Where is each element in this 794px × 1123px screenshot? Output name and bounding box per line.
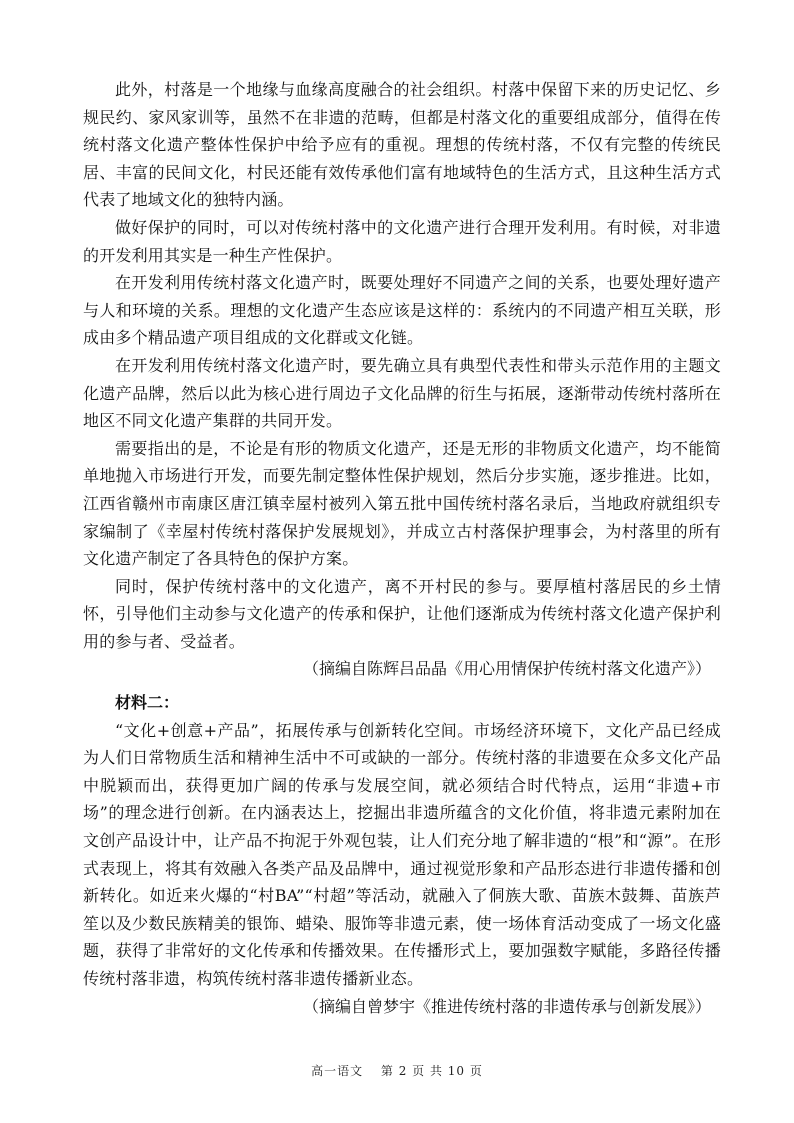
source-citation-1: （摘编自陈辉吕品晶《用心用情保护传统村落文化遗产》） bbox=[302, 659, 711, 679]
paragraph-village-social-organization: 此外，村落是一个地缘与血缘高度融合的社会组织。村落中保留下来的历史记忆、乡规民约、家风家训等，虽然不在非遗的范畴，但都是村落文化的重要组成部分，值得在传统村落文化遗产整体性保护中给予应有的重视。理想的传统村落，不仅有完整的传统民居、丰富的民间文化，村民还能有效传承他们富有地域特色的生活方式，且这种生活方式代表了地域文化的独特内涵。 bbox=[83, 80, 721, 210]
paragraph-theme-brand: 在开发利用传统村落文化遗产时，要先确立具有典型代表性和带头示范作用的主题文化遗产品牌，然后以此为核心进行周边子文化品牌的衍生与拓展，逐渐带动传统村落所在地区不同文化遗产集群的共同开发。 bbox=[83, 355, 721, 431]
paragraph-villager-participation: 同时，保护传统村落中的文化遗产，离不开村民的参与。要厚植村落居民的乡土情怀，引导他们主动参与文化遗产的传承和保护，让他们逐渐成为传统村落文化遗产保护利用的参与者、受益者。 bbox=[83, 576, 721, 651]
document-body bbox=[83, 76, 721, 1020]
paragraph-culture-creativity-product: “文化+创意+产品”，拓展传承与创新转化空间。市场经济环境下，文化产品已经成为人们日常物质生活和精神生活中不可或缺的一部分。传统村落的非遗要在众多文化产品中脱颖而出，获得更加广阔的传承与发展空间，就必须结合时代特点，运用“非遗+市场”的理念进行创新。在内涵表达上，挖掘出非遗所蕴含的文化价值，将非遗元素附加在文创产品设计中，让产品不拘泥于外观包装，让人们充分地了解非遗的“根”和“源”。在形式表现上，将其有效融入各类产品及品牌中，通过视觉形象和产品形态进行非遗传播和创新转化。如近来火爆的“村BA”“村超”等活动，就融入了侗族大歌、苗族木鼓舞、苗族芦笙以及少数民族精美的银饰、蜡染、服饰等非遗元素，使一场体育活动变成了一场文化盛题，获得了非常好的文化传承和传播效果。在传播形式上，要加强数字赋能，多路径传播传统村落非遗，构筑传统村落非遗传播新业态。 bbox=[83, 720, 721, 988]
paragraph-protection-and-use: 做好保护的同时，可以对传统村落中的文化遗产进行合理开发利用。有时候，对非遗的开发利用其实是一种生产性保护。 bbox=[83, 217, 721, 265]
paragraph-heritage-relationships: 在开发利用传统村落文化遗产时，既要处理好不同遗产之间的关系，也要处理好遗产与人和环境的关系。理想的文化遗产生态应该是这样的：系统内的不同遗产相互关联，形成由多个精品遗产项目组成的文化群或文化链。 bbox=[83, 273, 721, 348]
material-2-heading: 材料二： bbox=[115, 693, 180, 713]
paragraph-overall-planning: 需要指出的是，不论是有形的物质文化遗产，还是无形的非物质文化遗产，均不能简单地抛入市场进行开发，而要先制定整体性保护规划，然后分步实施，逐步推进。比如，江西省赣州市南康区唐江镇幸屋村被列入第五批中国传统村落名录后，当地政府就组织专家编制了《幸屋村传统村落保护发展规划》，并成立古村落保护理事会，为村落里的所有文化遗产制定了各具特色的保护方案。 bbox=[83, 438, 721, 569]
source-citation-2: （摘编自曾梦宇《推进传统村落的非遗传承与创新发展》） bbox=[302, 996, 711, 1016]
page-footer: 高一语文 第 2 页 共 10 页 bbox=[311, 1064, 483, 1078]
